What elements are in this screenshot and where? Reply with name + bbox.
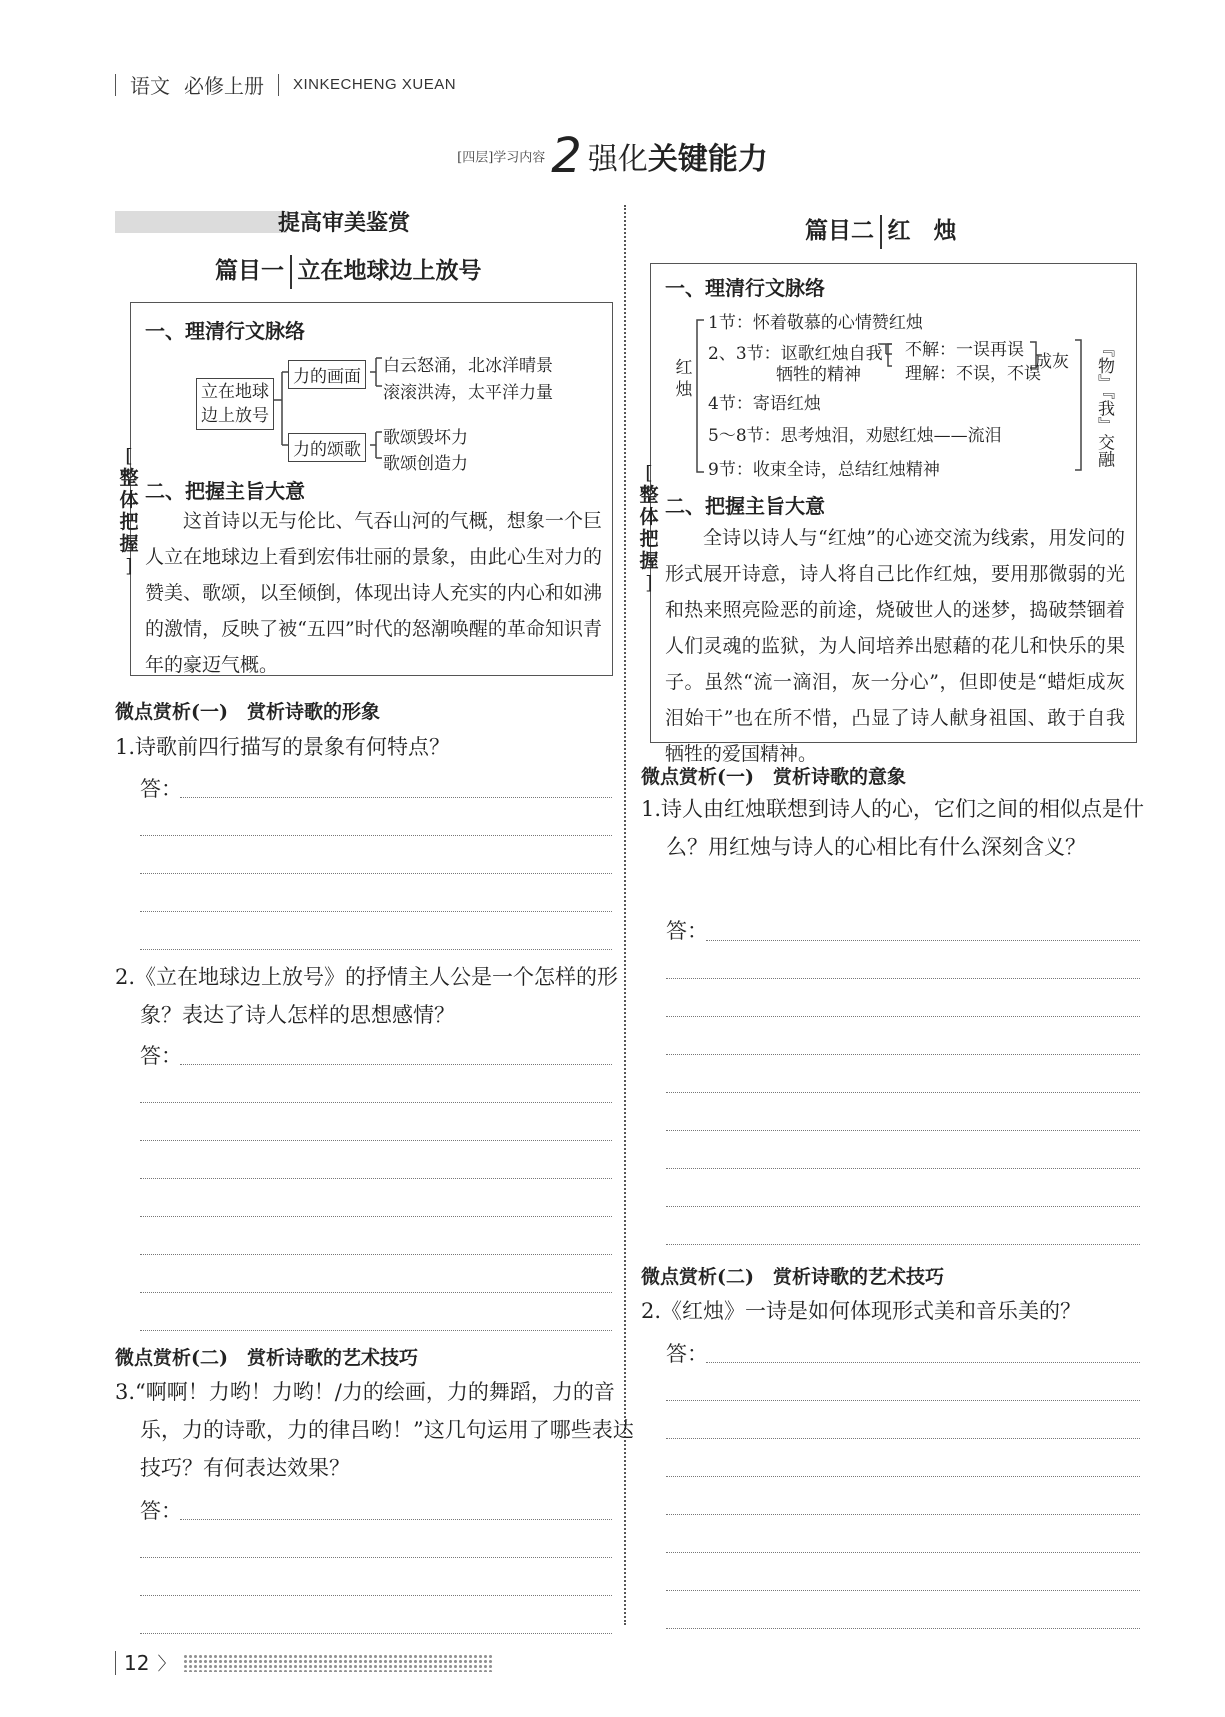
root-char: 红 — [675, 358, 693, 378]
answer-line[interactable] — [666, 1400, 1140, 1401]
page-number: 12 — [124, 1651, 150, 1675]
answer-line[interactable] — [666, 1590, 1140, 1591]
left-theme-heading: 二、把握主旨大意 — [145, 479, 305, 503]
answer-line[interactable] — [666, 1130, 1140, 1131]
right-root — [674, 357, 694, 401]
answer-line[interactable] — [140, 949, 612, 950]
answer-line[interactable] — [140, 1292, 612, 1293]
answer-label: 答： — [666, 919, 708, 943]
outline-bujie: 不解：一误再误 — [905, 340, 1024, 360]
side-char: 握 — [119, 533, 139, 555]
right-side-label: [ 整 体 把 握 ] — [639, 462, 659, 594]
answer-line[interactable] — [666, 1016, 1140, 1017]
title-light: 强化 — [587, 142, 648, 177]
answer-line[interactable] — [666, 978, 1140, 979]
answer-line[interactable] — [666, 1628, 1140, 1629]
page-title — [0, 128, 1225, 184]
left-pian-title — [215, 252, 482, 289]
header-rule — [278, 74, 279, 96]
right-question-1: 1.诗人由红烛联想到诗人的心，它们之间的相似点是什么？用红烛与诗人的心相比有什么深刻含义？ — [641, 797, 1145, 859]
answer-line[interactable] — [180, 1064, 612, 1065]
root-line: 立在地球 — [201, 382, 269, 402]
right-weidian-2: 微点赏析(二) 赏析诗歌的艺术技巧 — [641, 1266, 944, 1288]
section-heading: 提高审美鉴赏 — [278, 210, 411, 236]
outline-node-1: 1节：怀着敬慕的心情赞红烛 — [708, 313, 923, 333]
footer-dot-pattern — [183, 1654, 493, 1672]
right-pian-title — [805, 212, 957, 249]
branch2-item: 歌颂创造力 — [383, 454, 468, 474]
answer-line[interactable] — [140, 1330, 612, 1331]
answer-line[interactable] — [140, 835, 612, 836]
answer-line[interactable] — [666, 1206, 1140, 1207]
left-theme-text: 这首诗以无与伦比、气吞山河的气概，想象一个巨人立在地球边上看到宏伟壮丽的景象，由此心生对力的赞美、歌颂，以至倾倒，体现出诗人充实的内心和如沸的激情，反映了被“五四”时代的怒潮唤醒的革命知识青年的豪迈气概。 — [145, 510, 602, 676]
answer-label: 答： — [140, 1499, 182, 1523]
answer-line[interactable] — [140, 1216, 612, 1217]
answer-line[interactable] — [140, 873, 612, 874]
outline-node-2-3a: 2、3节：讴歌红烛自我 — [708, 344, 883, 364]
side-char: 整 — [119, 467, 139, 489]
page-footer — [115, 1650, 493, 1676]
answer-label: 答： — [666, 1342, 708, 1366]
side-char: 体 — [639, 506, 659, 528]
running-header — [115, 70, 456, 99]
answer-line[interactable] — [666, 1168, 1140, 1169]
side-char: 把 — [119, 511, 139, 533]
branch1-item: 滚滚洪涛，太平洋力量 — [383, 383, 553, 403]
outline-node-4: 4节：寄语红烛 — [708, 394, 821, 414]
left-root-node — [196, 378, 274, 430]
answer-label: 答： — [140, 777, 182, 801]
side-char: 握 — [639, 550, 659, 572]
side-char: 把 — [639, 528, 659, 550]
answer-line[interactable] — [140, 1178, 612, 1179]
outline-side-note: 『物』『我』交融 — [1094, 340, 1114, 468]
left-question-2: 2.《立在地球边上放号》的抒情主人公是一个怎样的形象？表达了诗人怎样的思想感情？ — [115, 965, 619, 1027]
right-outline-heading: 一、理清行文脉络 — [665, 276, 825, 300]
answer-line[interactable] — [706, 940, 1140, 941]
left-question-3: 3.“啊啊！力哟！力哟！/力的绘画，力的舞蹈，力的音乐，力的诗歌，力的律吕哟！”这几句运用了哪些表达技巧？有何表达效果？ — [115, 1380, 634, 1480]
outline-node-2-3b: 牺牲的精神 — [776, 365, 861, 385]
footer-rule — [115, 1651, 116, 1675]
header-subject: 语文 — [130, 74, 170, 98]
answer-line[interactable] — [140, 911, 612, 912]
title-number: 2 — [551, 128, 582, 184]
answer-line[interactable] — [180, 797, 612, 798]
footer-bracket: 〉 — [157, 1654, 176, 1675]
answer-line[interactable] — [706, 1362, 1140, 1363]
outline-chenghui: 成灰 — [1035, 352, 1069, 372]
branch1-item: 白云怒涌，北冰洋晴景 — [383, 356, 553, 376]
right-pian-label: 篇目二 — [805, 217, 874, 244]
left-weidian-1: 微点赏析(一) 赏析诗歌的形象 — [115, 701, 380, 723]
right-theme-text: 全诗以诗人与“红烛”的心迹交流为线索，用发问的形式展开诗意，诗人将自己比作红烛，要用那微弱的光和热来照亮险恶的前途，烧破世人的迷梦，捣破禁锢着人们灵魂的监狱，为人间培养出慰藉的花儿和快乐的果子。虽然“流一滴泪，灰一分心”，但即使是“蜡炬成灰泪始干”也在所不惜，凸显了诗人献身祖国、敢于自我牺牲的爱国精神。 — [665, 527, 1125, 765]
answer-line[interactable] — [140, 1595, 612, 1596]
header-book: 必修上册 — [184, 74, 264, 98]
branch2-item: 歌颂毁坏力 — [383, 428, 468, 448]
answer-line[interactable] — [666, 1054, 1140, 1055]
outline-lijie: 理解：不误，不误 — [905, 364, 1041, 384]
answer-label: 答： — [140, 1044, 182, 1068]
left-outline-heading: 一、理清行文脉络 — [145, 319, 305, 343]
title-tag: [四层]学习内容 — [457, 150, 546, 166]
header-brand: XINKECHENG XUEAN — [293, 76, 457, 93]
left-weidian-2: 微点赏析(二) 赏析诗歌的艺术技巧 — [115, 1347, 418, 1369]
pian-divider — [290, 255, 292, 289]
answer-line[interactable] — [666, 1476, 1140, 1477]
outline-node-5-8: 5～8节：思考烛泪，劝慰红烛——流泪 — [708, 426, 1002, 446]
answer-line[interactable] — [140, 1557, 612, 1558]
section-heading-bar — [115, 211, 287, 233]
answer-line[interactable] — [140, 1102, 612, 1103]
title-bold: 关键能力 — [647, 142, 768, 177]
header-rule — [115, 74, 116, 96]
root-line: 边上放号 — [201, 406, 269, 426]
outline-node-9: 9节：收束全诗，总结红烛精神 — [708, 460, 940, 480]
left-branch-1: 力的画面 — [288, 360, 366, 389]
answer-line[interactable] — [666, 1438, 1140, 1439]
left-side-label: [ 整 体 把 握 ] — [119, 445, 139, 577]
answer-line[interactable] — [140, 1633, 612, 1634]
answer-line[interactable] — [140, 1254, 612, 1255]
answer-line[interactable] — [666, 1092, 1140, 1093]
pian-divider — [880, 215, 882, 249]
right-pian-name: 红 烛 — [887, 217, 957, 244]
right-weidian-1: 微点赏析(一) 赏析诗歌的意象 — [641, 766, 906, 788]
answer-line[interactable] — [666, 1244, 1140, 1245]
answer-line[interactable] — [666, 1514, 1140, 1515]
left-branch-2: 力的颂歌 — [288, 433, 366, 462]
left-pian-label: 篇目一 — [215, 257, 284, 284]
side-char: 整 — [639, 484, 659, 506]
root-char: 烛 — [675, 380, 693, 400]
answer-line[interactable] — [666, 1552, 1140, 1553]
side-char: 体 — [119, 489, 139, 511]
answer-line[interactable] — [140, 1140, 612, 1141]
right-theme-heading: 二、把握主旨大意 — [665, 494, 825, 518]
left-pian-name: 立在地球边上放号 — [297, 257, 482, 284]
answer-line[interactable] — [180, 1519, 612, 1520]
right-question-2: 2.《红烛》一诗是如何体现形式美和音乐美的？ — [641, 1299, 1082, 1323]
left-question-1: 1.诗歌前四行描写的景象有何特点？ — [115, 735, 451, 759]
